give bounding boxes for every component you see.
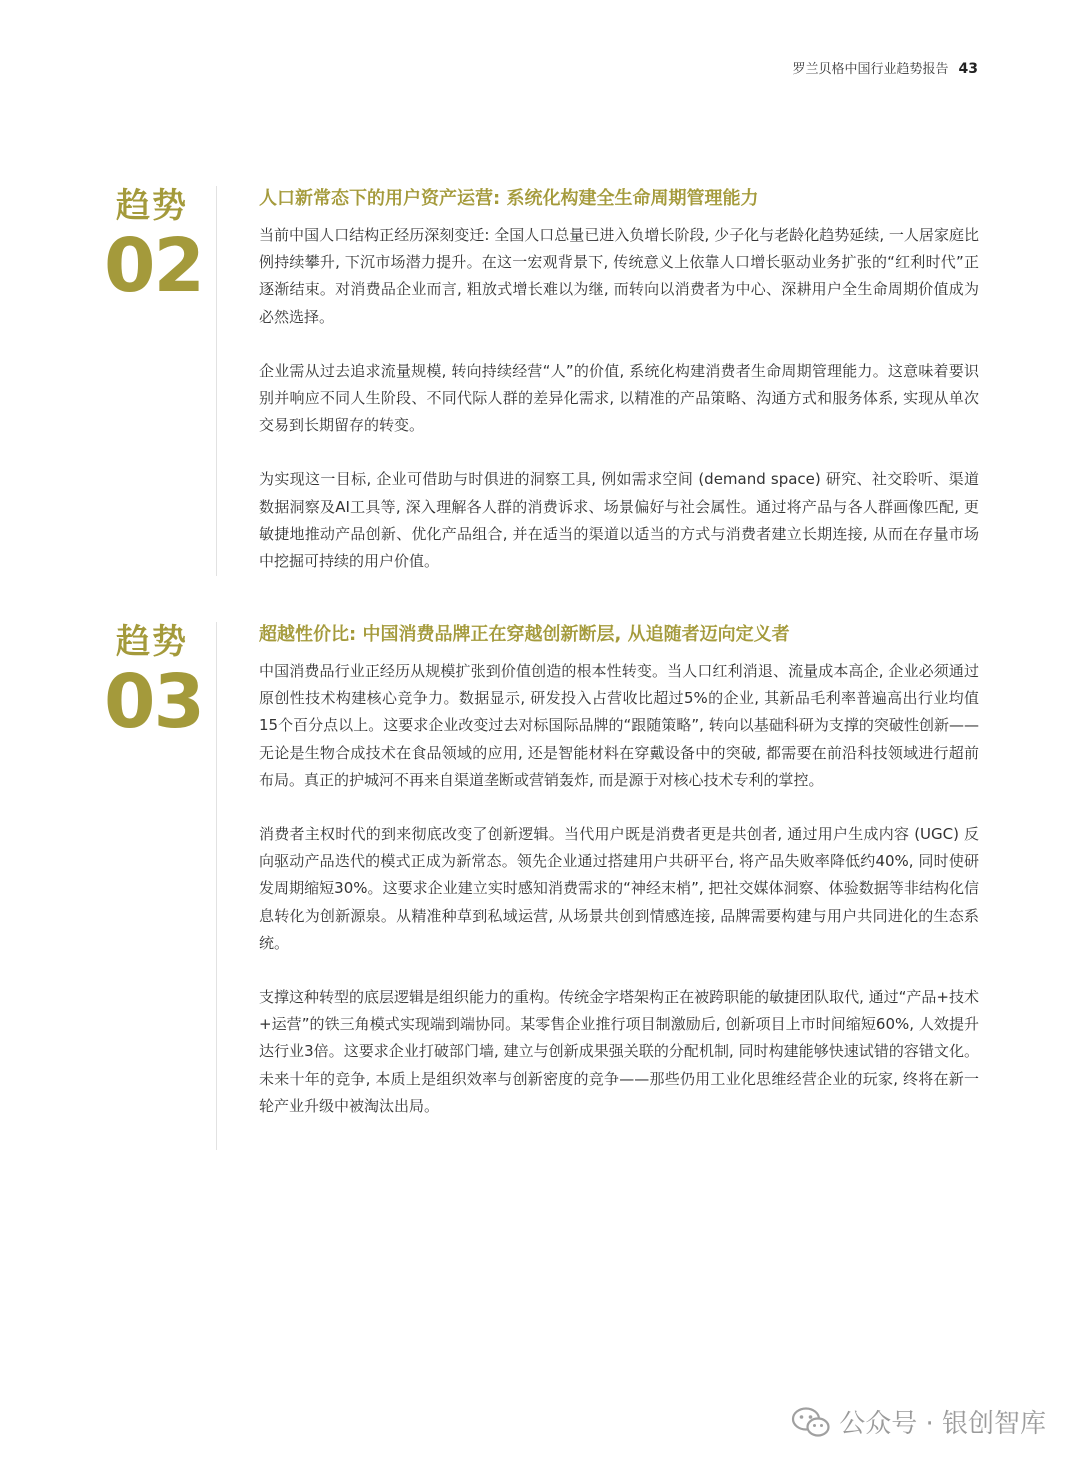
- page-header: [793, 58, 979, 77]
- wechat-icon: [791, 1406, 831, 1438]
- section-paragraph: 消费者主权时代的到来彻底改变了创新逻辑。当代用户既是消费者更是共创者, 通过用户生成内容 (UGC) 反向驱动产品迭代的模式正成为新常态。领先企业通过搭建用户共研平台, 将产品失败率降低约40%, 同时使研发周期缩短30%。这要求企业建立实时感知消费需求的“神经末梢”, 把社交媒体洞察、体验数据等非结构化信息转化为创新源泉。从精准种草到私域运营, 从场景共创到情感连接, 品牌需要构建与用户共同进化的生态系统。: [259, 825, 979, 952]
- section-divider: [216, 622, 217, 1150]
- section-title: 超越性价比: 中国消费品牌正在穿越创新断层, 从追随者迈向定义者: [259, 624, 790, 645]
- watermark: [791, 1403, 1046, 1440]
- trend-03-section: [259, 622, 979, 1120]
- page-number: 43: [958, 61, 978, 77]
- trend-number: 02: [104, 223, 203, 309]
- trend-word: 趋势: [116, 622, 188, 662]
- section-paragraph: 支撑这种转型的底层逻辑是组织能力的重构。传统金字塔架构正在被跨职能的敏捷团队取代, 通过“产品+技术+运营”的铁三角模式实现端到端协同。某零售企业推行项目制激励后, 创新项目上市时间缩短60%, 人效提升达行业3倍。这要求企业打破部门墙, 建立与创新成果强关联的分配机制, 同时构建能够快速试错的容错文化。未来十年的竞争, 本质上是组织效率与创新密度的竞争——那些仍用工业化思维经营企业的玩家, 终将在新一轮产业升级中被淘汰出局。: [259, 988, 979, 1115]
- trend-02-section: [259, 186, 979, 575]
- section-paragraph: 当前中国人口结构正经历深刻变迁: 全国人口总量已进入负增长阶段, 少子化与老龄化趋势延续, 一人居家庭比例持续攀升, 下沉市场潜力提升。在这一宏观背景下, 传统意义上依靠人口增长驱动业务扩张的“红利时代”正逐渐结束。对消费品企业而言, 粗放式增长难以为继, 而转向以消费者为中心、深耕用户全生命周期价值成为必然选择。: [259, 226, 979, 326]
- section-paragraph: 企业需从过去追求流量规模, 转向持续经营“人”的价值, 系统化构建消费者生命周期管理能力。这意味着要识别并响应不同人生阶段、不同代际人群的差异化需求, 以精准的产品策略、沟通方式和服务体系, 实现从单次交易到长期留存的转变。: [259, 361, 979, 435]
- trend-03-label: [104, 622, 203, 745]
- section-paragraph: 中国消费品行业正经历从规模扩张到价值创造的根本性转变。当人口红利消退、流量成本高企, 企业必须通过原创性技术构建核心竞争力。数据显示, 研发投入占营收比超过5%的企业, 其新品毛利率普遍高出行业均值15个百分点以上。这要求企业改变过去对标国际品牌的“跟随策略”, 转向以基础科研为支撑的突破性创新——无论是生物合成技术在食品领域的应用, 还是智能材料在穿戴设备中的突破, 都需要在前沿科技领域进行超前布局。真正的护城河不再来自渠道垄断或营销轰炸, 而是源于对核心技术专利的掌控。: [259, 662, 979, 789]
- report-title: 罗兰贝格中国行业趋势报告: [792, 62, 949, 77]
- section-title: 人口新常态下的用户资产运营: 系统化构建全生命周期管理能力: [259, 188, 759, 209]
- trend-word: 趋势: [116, 186, 188, 226]
- watermark-text: 公众号 · 银创智库: [839, 1409, 1046, 1439]
- trend-number: 03: [104, 659, 203, 745]
- section-divider: [216, 186, 217, 576]
- trend-02-label: [104, 186, 203, 309]
- section-paragraph: 为实现这一目标, 企业可借助与时俱进的洞察工具, 例如需求空间 (demand space) 研究、社交聆听、渠道数据洞察及AI工具等, 深入理解各人群的消费诉求、场景偏好与社会属性。通过将产品与各人群画像匹配, 更敏捷地推动产品创新、优化产品组合, 并在适当的渠道以适当的方式与消费者建立长期连接, 从而在存量市场中挖掘可持续的用户价值。: [259, 470, 979, 571]
